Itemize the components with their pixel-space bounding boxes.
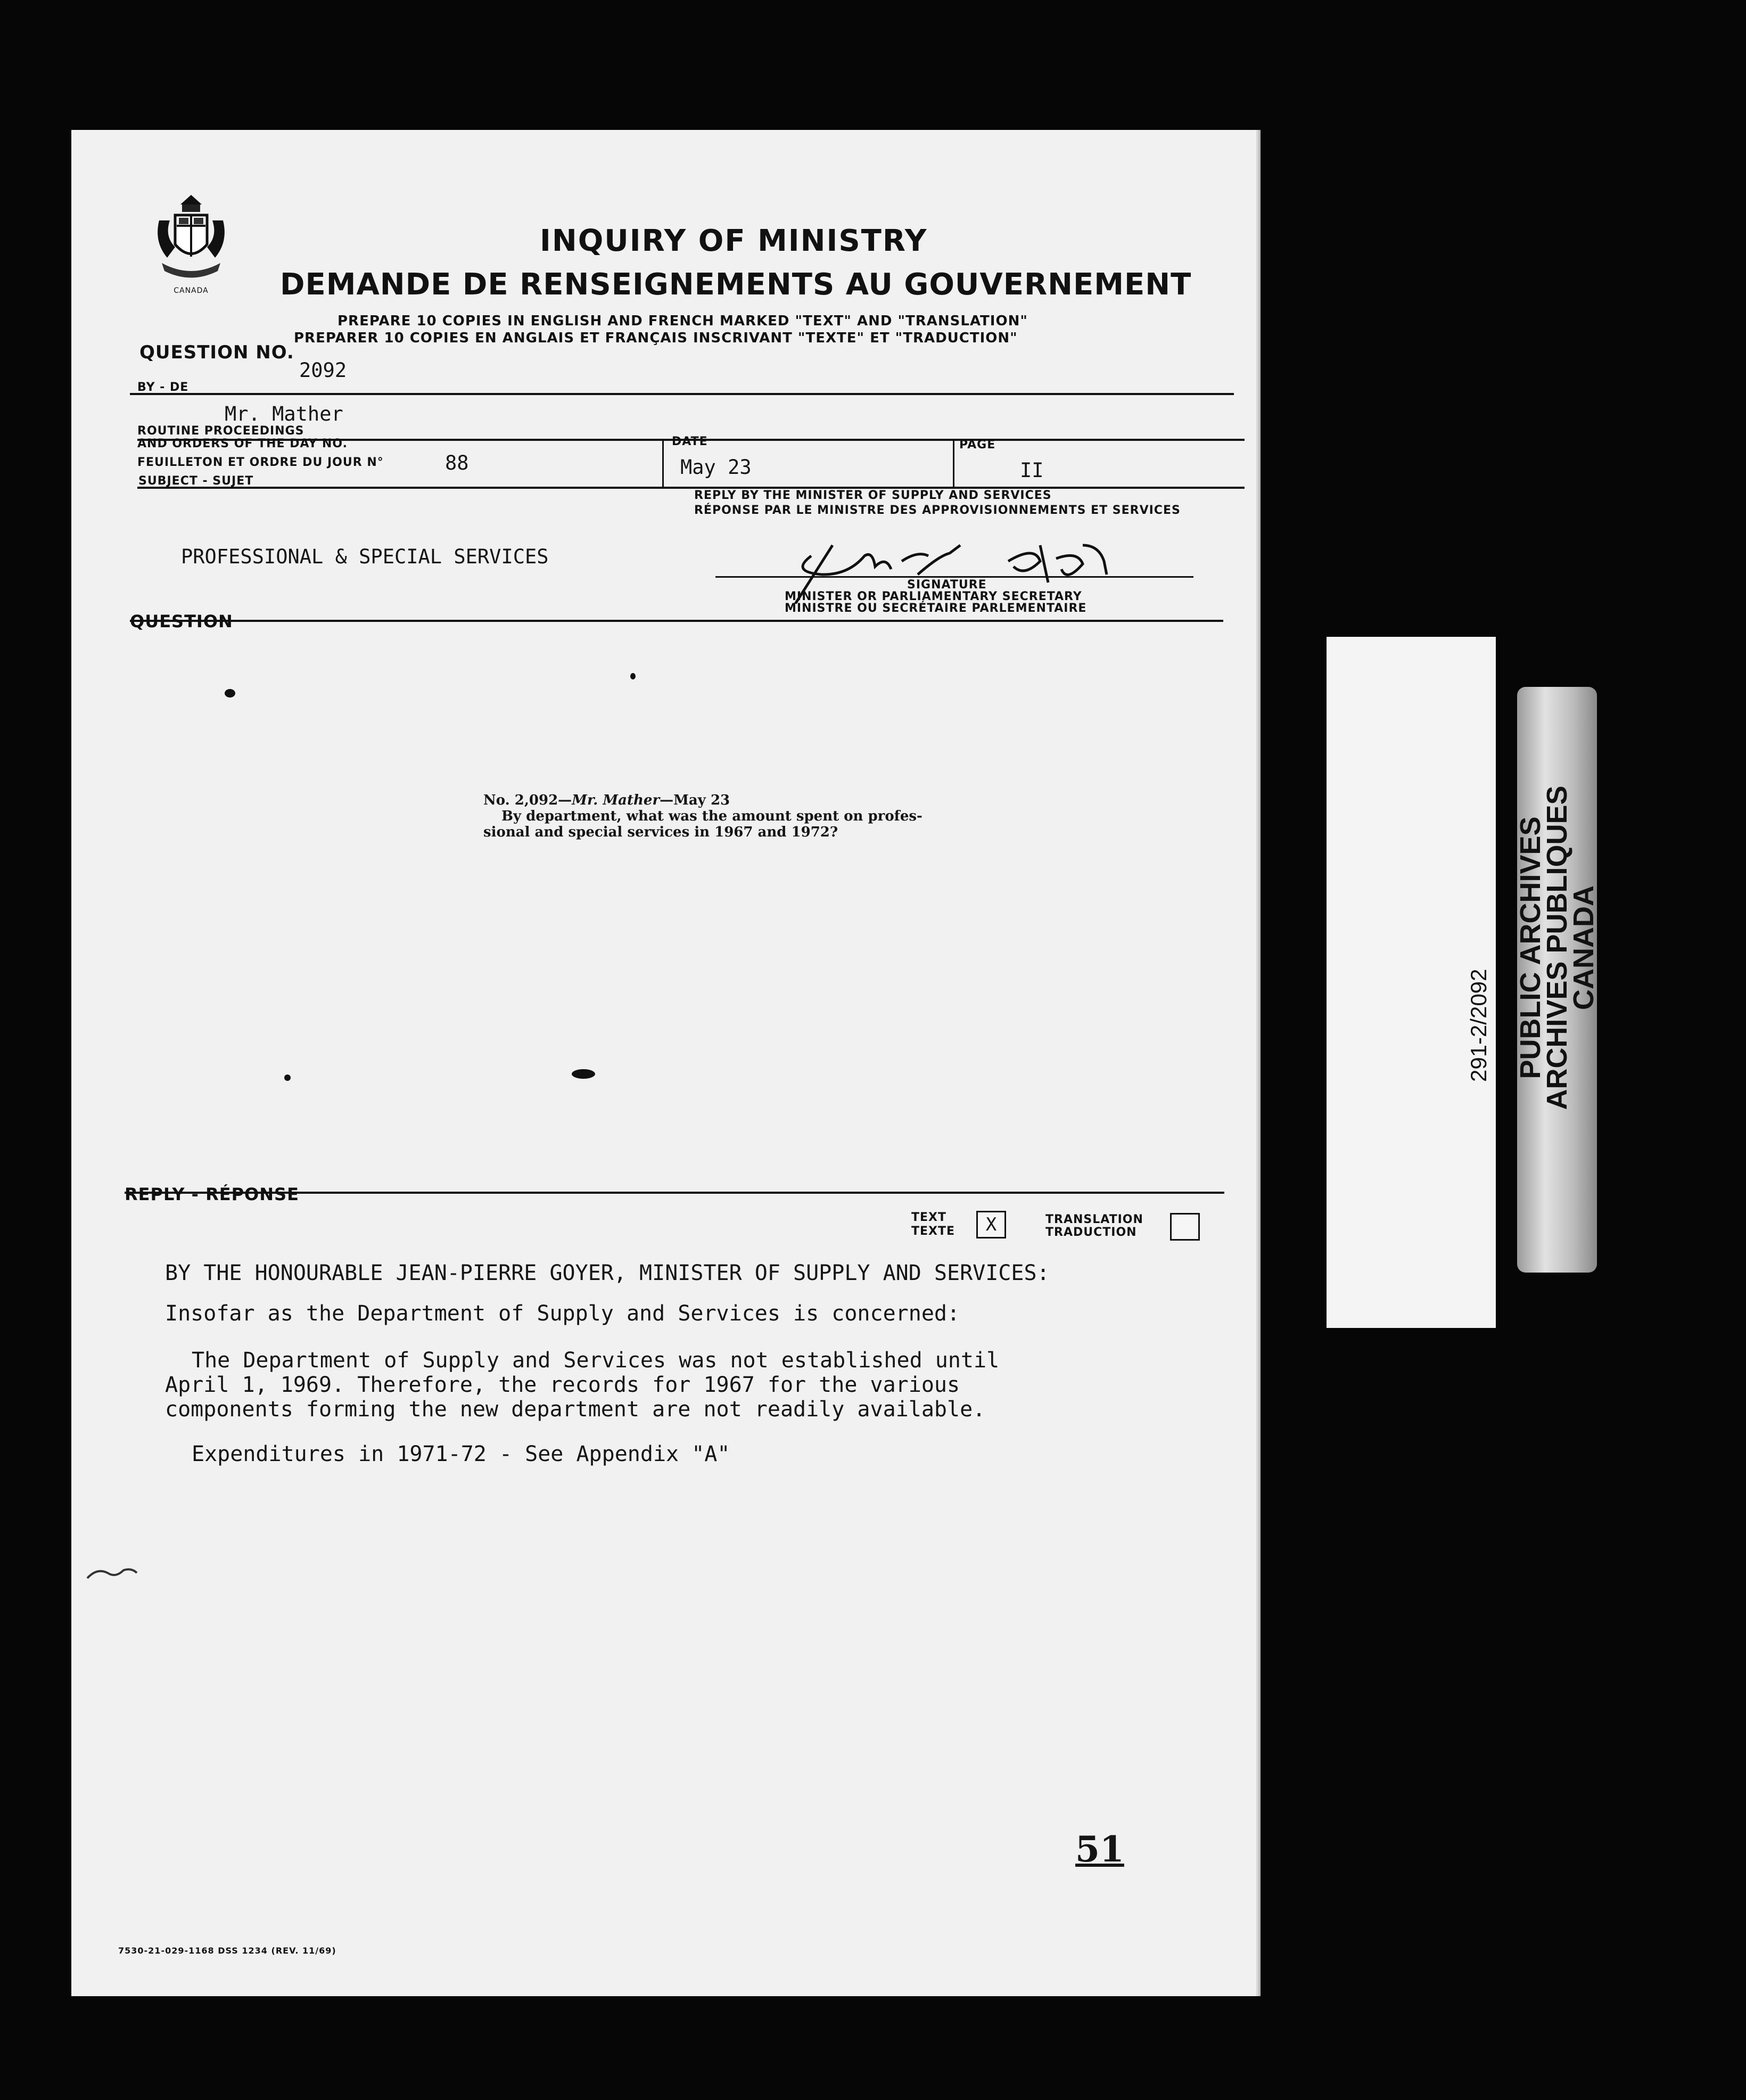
pen-mark <box>86 1557 150 1589</box>
routine-label-1: ROUTINE PROCEEDINGS <box>137 424 304 438</box>
text-checkbox[interactable] <box>976 1211 1006 1238</box>
text-checkbox-mark: X <box>985 1214 997 1235</box>
translation-checkbox[interactable] <box>1170 1213 1200 1241</box>
question-clip-line-1: No. 2,092—Mr. Mather—May 23 <box>483 792 730 808</box>
rule-order-divider <box>662 441 664 488</box>
footer-code: 7530-21-029-1168 DSS 1234 (REV. 11/69) <box>118 1946 336 1956</box>
rule-subject <box>137 487 1245 489</box>
text-label-en: TEXT <box>911 1211 947 1224</box>
archive-stamp-line-1: PUBLIC ARCHIVES <box>1514 816 1546 1079</box>
ink-speck <box>225 689 235 698</box>
form-sheet <box>71 130 1256 1996</box>
reply-label: REPLY - RÉPONSE <box>125 1184 299 1204</box>
reply-by-fr: RÉPONSE PAR LE MINISTRE DES APPROVISIONNEMENTS ET SERVICES <box>694 504 1181 517</box>
rule-page-divider <box>953 441 954 488</box>
rule-question <box>130 620 1223 622</box>
signature-line <box>715 576 1193 578</box>
archive-reference: 291-2/2092 <box>1466 969 1491 1082</box>
by-value: Mr. Mather <box>225 403 343 425</box>
form-title-en: INQUIRY OF MINISTRY <box>540 224 928 258</box>
archive-stamp <box>1514 761 1600 1134</box>
question-clipping <box>483 792 1016 840</box>
signature-label: SIGNATURE <box>907 578 987 592</box>
translation-label-fr: TRADUCTION <box>1045 1226 1137 1239</box>
instruction-fr: PREPARER 10 COPIES EN ANGLAIS ET FRANÇAIS INSCRIVANT "TEXTE" ET "TRADUCTION" <box>294 330 1018 346</box>
subject-value: PROFESSIONAL & SPECIAL SERVICES <box>181 545 549 568</box>
ink-speck <box>630 673 636 679</box>
coat-of-arms-emblem <box>151 194 231 300</box>
page-label: PAGE <box>959 438 996 452</box>
date-value: May 23 <box>680 456 752 479</box>
archive-reference-strip <box>1327 637 1496 1328</box>
archive-stamp-line-3: CANADA <box>1568 885 1600 1010</box>
question-label: QUESTION <box>130 611 233 631</box>
archive-stamp-line-2: ARCHIVES PUBLIQUES <box>1541 785 1573 1110</box>
instruction-en: PREPARE 10 COPIES IN ENGLISH AND FRENCH MARKED "TEXT" AND "TRANSLATION" <box>337 313 1028 329</box>
question-no-value: 2092 <box>299 359 347 382</box>
reply-line-2: Insofar as the Department of Supply and Services is concerned: <box>165 1301 960 1326</box>
reply-line-1: BY THE HONOURABLE JEAN-PIERRE GOYER, MINISTER OF SUPPLY AND SERVICES: <box>165 1261 1050 1285</box>
question-clip-line-2: By department, what was the amount spent on profes- <box>501 808 923 824</box>
minister-label-fr: MINISTRE OU SECRÉTAIRE PARLEMENTAIRE <box>785 602 1087 615</box>
handwritten-page-number: 51 <box>1075 1828 1124 1870</box>
reply-by-en: REPLY BY THE MINISTER OF SUPPLY AND SERVICES <box>694 489 1052 502</box>
reply-paragraph-line-2: April 1, 1969. Therefore, the records for 1967 for the various <box>165 1373 960 1397</box>
date-label: DATE <box>672 435 708 448</box>
order-no-value: 88 <box>445 452 469 474</box>
reply-paragraph-line-3: components forming the new department are not readily available. <box>165 1397 986 1422</box>
translation-label-en: TRANSLATION <box>1045 1213 1143 1226</box>
minister-label-en: MINISTER OR PARLIAMENTARY SECRETARY <box>785 590 1082 603</box>
reply-line-last: Expenditures in 1971-72 - See Appendix "A" <box>192 1442 730 1466</box>
coat-of-arms-caption: CANADA <box>174 286 209 295</box>
text-label-fr: TEXTE <box>911 1225 956 1238</box>
routine-label-2: AND ORDERS OF THE DAY NO. <box>137 437 348 450</box>
ink-speck <box>284 1074 291 1081</box>
page-value: II <box>1020 459 1044 482</box>
reply-paragraph <box>165 1348 999 1422</box>
question-clip-line-3: sional and special services in 1967 and 1972? <box>483 824 838 840</box>
form-title-fr: DEMANDE DE RENSEIGNEMENTS AU GOUVERNEMENT <box>280 267 1192 302</box>
reply-paragraph-line-1: The Department of Supply and Services was not established until <box>192 1348 1000 1373</box>
subject-label: SUBJECT - SUJET <box>138 474 254 488</box>
by-label: BY - DE <box>137 381 189 394</box>
ink-speck <box>572 1069 595 1079</box>
rule-by <box>130 393 1234 395</box>
feuilleton-label: FEUILLETON ET ORDRE DU JOUR N° <box>137 456 384 469</box>
question-no-label: QUESTION NO. <box>139 342 294 363</box>
